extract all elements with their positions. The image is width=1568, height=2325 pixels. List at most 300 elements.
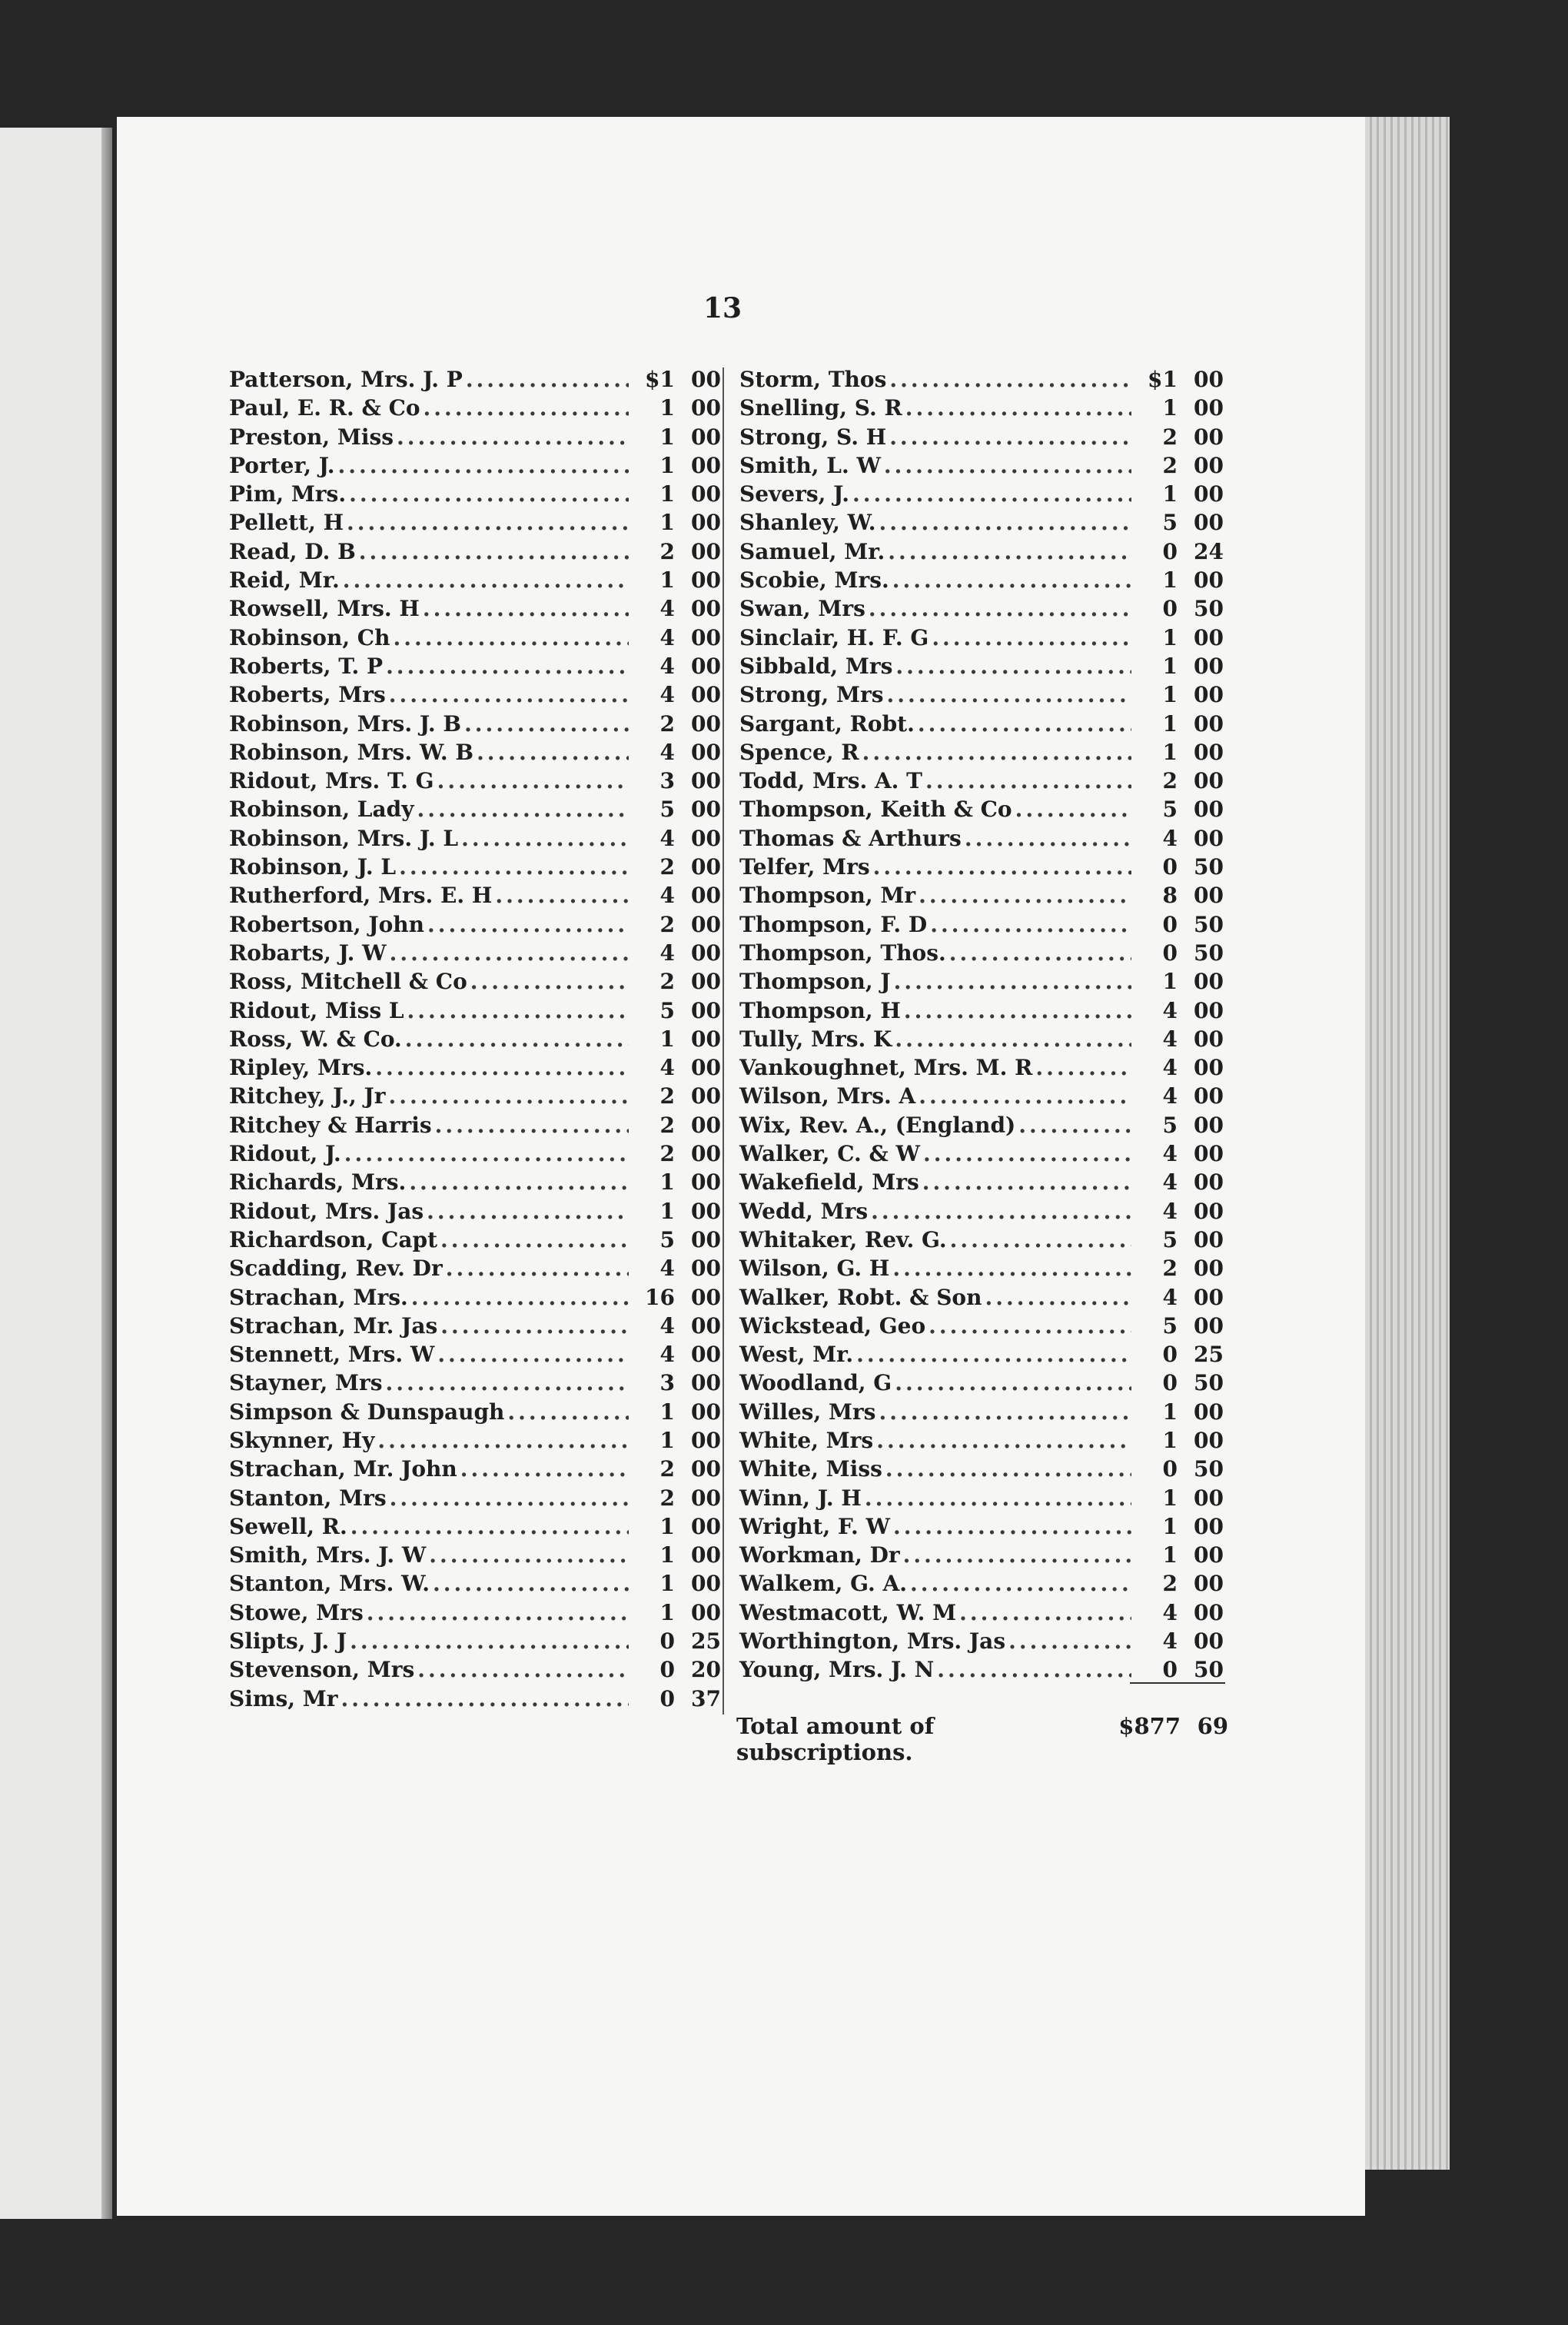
subscriber-name: Snelling, S. R <box>739 395 902 421</box>
amount-cents: 00 <box>1194 797 1224 823</box>
subscriber-name: Robinson, Ch <box>229 624 390 650</box>
amount-cents: 00 <box>1194 1485 1224 1511</box>
amount-cents: 00 <box>691 1485 721 1511</box>
subscriber-row <box>229 939 721 967</box>
subscriber-row <box>229 1254 721 1282</box>
dot-leader <box>930 910 1131 939</box>
subscriber-row <box>229 508 721 537</box>
amount-dollars: 2 <box>659 538 675 564</box>
subscriber-row <box>739 1569 1224 1598</box>
dot-leader <box>950 1226 1131 1254</box>
dot-leader <box>925 767 1131 795</box>
dot-leader <box>885 1455 1131 1483</box>
amount-dollars: 0 <box>659 1657 675 1683</box>
amount-cents: 00 <box>691 1599 721 1625</box>
subscriber-name: Robinson, J. L <box>229 854 397 880</box>
dot-leader <box>429 1541 629 1569</box>
subscriber-name: Stowe, Mrs <box>229 1599 364 1625</box>
subscriber-row <box>739 423 1224 451</box>
amount-cents: 00 <box>691 1542 721 1568</box>
subscriber-name: Sims, Mr <box>229 1685 338 1711</box>
subscriber-row <box>229 1426 721 1455</box>
subscriber-name: Scobie, Mrs. <box>739 567 889 594</box>
amount-dollars: 5 <box>1162 1312 1178 1339</box>
dot-leader <box>349 480 629 508</box>
dot-leader <box>959 1598 1131 1627</box>
subscriber-row <box>229 1226 721 1254</box>
amount-cents: 00 <box>1194 481 1224 507</box>
amount-dollars: 8 <box>1162 883 1178 909</box>
subscriber-row <box>229 824 721 853</box>
subscriber-row <box>739 1541 1224 1569</box>
subscriber-row <box>229 1569 721 1598</box>
subscriber-name: Richardson, Capt <box>229 1226 438 1252</box>
subscriber-name: Robarts, J. W <box>229 940 387 966</box>
amount-dollars: 2 <box>659 1485 675 1511</box>
amount-dollars: 4 <box>659 940 675 966</box>
amount-dollars: 5 <box>659 1226 675 1252</box>
subscriber-name: Stennett, Mrs. W <box>229 1342 435 1368</box>
amount-cents: 00 <box>691 1226 721 1252</box>
amount-dollars: 1 <box>659 1198 675 1224</box>
amount-dollars: 1 <box>1162 481 1178 507</box>
subscriber-row <box>739 1283 1224 1312</box>
amount-dollars: 1 <box>659 1026 675 1052</box>
dot-leader <box>464 710 629 738</box>
dot-leader <box>889 423 1131 451</box>
dot-leader <box>390 939 629 967</box>
dot-leader <box>895 652 1131 680</box>
amount-dollars: 5 <box>1162 510 1178 536</box>
amount-dollars: 4 <box>1162 1083 1178 1109</box>
dot-leader <box>461 824 629 853</box>
amount-dollars: 4 <box>659 825 675 851</box>
amount-cents: 00 <box>691 1571 721 1597</box>
subscriber-row <box>229 1655 721 1684</box>
dot-leader <box>876 1426 1131 1455</box>
subscriber-name: Walker, Robt. & Son <box>739 1284 982 1310</box>
subscriber-name: Stanton, Mrs. W. <box>229 1571 430 1597</box>
amount-cents: 00 <box>1194 1256 1224 1282</box>
subscriber-row <box>229 767 721 795</box>
amount-dollars: 4 <box>1162 825 1178 851</box>
amount-cents: 00 <box>691 1055 721 1081</box>
amount-cents: 00 <box>691 710 721 737</box>
subscriber-name: Thompson, Thos. <box>739 940 946 966</box>
subscriber-row <box>739 1226 1224 1254</box>
dot-leader <box>437 767 629 795</box>
amount-dollars: 5 <box>659 997 675 1023</box>
subscriber-name: Spence, R <box>739 739 859 765</box>
amount-dollars: 1 <box>659 1599 675 1625</box>
amount-cents: 50 <box>1194 596 1224 622</box>
amount-cents: 00 <box>691 624 721 650</box>
dot-leader <box>923 1139 1131 1168</box>
amount-cents: 00 <box>1194 1571 1224 1597</box>
dot-leader <box>887 680 1131 709</box>
subscriber-row <box>229 1627 721 1655</box>
amount-cents: 00 <box>691 1256 721 1282</box>
dot-leader <box>338 451 629 480</box>
subscriber-row <box>229 1283 721 1312</box>
subscriber-name: Wix, Rev. A., (England) <box>739 1112 1016 1138</box>
subscriber-row <box>739 910 1224 939</box>
amount-dollars: 1 <box>659 567 675 594</box>
subscriber-name: Wakefield, Mrs <box>739 1169 919 1196</box>
amount-dollars: 1 <box>1162 969 1178 995</box>
subscriber-row <box>229 594 721 623</box>
subscriber-row <box>739 881 1224 910</box>
dot-leader <box>437 1340 629 1369</box>
amount-cents: 00 <box>1194 1513 1224 1539</box>
subscriber-name: Young, Mrs. J. N <box>739 1657 935 1683</box>
amount-dollars: 2 <box>1162 1571 1178 1597</box>
amount-cents: 00 <box>691 911 721 937</box>
dot-leader <box>347 508 629 537</box>
subscriber-name: Robinson, Mrs. W. B <box>229 739 474 765</box>
amount-cents: 00 <box>691 395 721 421</box>
amount-dollars: 4 <box>659 1256 675 1282</box>
dot-leader <box>884 451 1131 480</box>
amount-cents: 00 <box>1194 768 1224 794</box>
amount-dollars: 4 <box>659 1055 675 1081</box>
amount-cents: 00 <box>1194 825 1224 851</box>
dot-leader <box>495 881 629 910</box>
subscriber-name: Stanton, Mrs <box>229 1485 387 1511</box>
dot-leader <box>965 824 1131 853</box>
subscriber-row <box>229 566 721 594</box>
amount-cents: 00 <box>1194 997 1224 1023</box>
amount-cents: 50 <box>1194 1456 1224 1482</box>
amount-cents: 50 <box>1194 854 1224 880</box>
dot-leader <box>922 1168 1131 1196</box>
dot-leader <box>405 1025 629 1053</box>
amount-cents: 00 <box>1194 395 1224 421</box>
amount-dollars: 2 <box>1162 452 1178 478</box>
amount-cents: 00 <box>691 1456 721 1482</box>
amount-cents: 00 <box>1194 424 1224 450</box>
dot-leader <box>435 1111 629 1139</box>
subscriber-row <box>739 1512 1224 1541</box>
subscriber-name: Skynner, Hy <box>229 1427 375 1453</box>
dot-leader <box>937 1655 1131 1684</box>
amount-cents: 00 <box>691 682 721 708</box>
subscriber-row <box>739 1053 1224 1082</box>
dot-leader <box>427 910 629 939</box>
subscriber-row <box>229 365 721 394</box>
amount-dollars: 5 <box>1162 1112 1178 1138</box>
total-rule <box>1130 1682 1225 1684</box>
amount-dollars: 1 <box>1162 1399 1178 1425</box>
subscriber-name: Walkem, G. A. <box>739 1571 908 1597</box>
dot-leader <box>910 1569 1131 1598</box>
subscriber-row <box>229 394 721 422</box>
amount-cents: 25 <box>691 1628 721 1655</box>
subscriber-row <box>229 1455 721 1483</box>
amount-dollars: 4 <box>659 624 675 650</box>
amount-cents: 00 <box>1194 1284 1224 1310</box>
subscriber-name: Ridout, Mrs. Jas <box>229 1198 424 1224</box>
dot-leader <box>1035 1053 1131 1082</box>
amount-dollars: 16 <box>645 1284 675 1310</box>
amount-dollars: 2 <box>659 710 675 737</box>
dot-leader <box>1015 795 1131 823</box>
amount-dollars: 0 <box>1162 596 1178 622</box>
amount-cents: 00 <box>1194 1112 1224 1138</box>
amount-cents: 00 <box>1194 1542 1224 1568</box>
amount-cents: 37 <box>691 1685 721 1711</box>
amount-dollars: 4 <box>1162 1198 1178 1224</box>
amount-dollars: 2 <box>659 1141 675 1167</box>
amount-dollars: $1 <box>645 367 675 392</box>
dot-leader <box>423 594 629 623</box>
dot-leader <box>440 1226 629 1254</box>
subscriber-row <box>229 624 721 652</box>
dot-leader <box>385 1369 629 1397</box>
subscriber-row <box>739 1168 1224 1196</box>
subscriber-row <box>739 451 1224 480</box>
amount-cents: 00 <box>1194 624 1224 650</box>
subscriber-name: Whitaker, Rev. G. <box>739 1226 947 1252</box>
subscriber-name: Storm, Thos <box>739 367 887 392</box>
amount-dollars: 2 <box>659 1112 675 1138</box>
dot-leader <box>985 1283 1131 1312</box>
dot-leader <box>879 1398 1131 1426</box>
subscriber-row <box>229 652 721 680</box>
amount-cents: 00 <box>1194 510 1224 536</box>
dot-leader <box>873 853 1131 881</box>
subscriber-row <box>229 1685 721 1713</box>
amount-cents: 00 <box>691 1399 721 1425</box>
amount-dollars: 1 <box>659 424 675 450</box>
subscriber-row <box>229 1168 721 1196</box>
subscriber-row <box>739 652 1224 680</box>
amount-dollars: 2 <box>659 969 675 995</box>
amount-cents: 00 <box>691 1112 721 1138</box>
total-label: Total amount of subscriptions. <box>736 1713 935 1765</box>
amount-cents: 00 <box>691 1427 721 1453</box>
subscription-list-right <box>739 365 1224 1685</box>
subscriber-name: Vankoughnet, Mrs. M. R <box>739 1055 1033 1081</box>
amount-dollars: 2 <box>1162 424 1178 450</box>
amount-dollars: 4 <box>1162 1055 1178 1081</box>
dot-leader <box>879 508 1131 537</box>
subscriber-name: Thompson, J <box>739 969 891 995</box>
amount-cents: 00 <box>691 1284 721 1310</box>
subscriber-row <box>739 1082 1224 1110</box>
amount-dollars: 1 <box>659 510 675 536</box>
subscriber-row <box>739 480 1224 508</box>
amount-dollars: 4 <box>1162 1141 1178 1167</box>
dot-leader <box>424 394 629 422</box>
subscriber-name: Richards, Mrs. <box>229 1169 407 1196</box>
subscriber-row <box>229 1082 721 1110</box>
subscriber-row <box>229 1340 721 1369</box>
subscriber-row <box>739 824 1224 853</box>
subscriber-row <box>739 537 1224 566</box>
dot-leader <box>862 738 1131 767</box>
dot-leader <box>446 1254 629 1282</box>
subscriber-name: Paul, E. R. & Co <box>229 395 420 421</box>
subscriber-row <box>739 365 1224 394</box>
dot-leader <box>1008 1627 1131 1655</box>
dot-leader <box>427 1197 629 1226</box>
amount-dollars: 0 <box>659 1628 675 1655</box>
subscriber-name: Telfer, Mrs <box>739 854 870 880</box>
subscriber-name: Thomas & Arthurs <box>739 825 962 851</box>
subscriber-name: Read, D. B <box>229 538 356 564</box>
subscriber-row <box>739 1627 1224 1655</box>
amount-cents: 00 <box>691 768 721 794</box>
subscriber-row <box>229 1111 721 1139</box>
dot-leader <box>888 537 1131 566</box>
subscriber-row <box>739 508 1224 537</box>
dot-leader <box>892 566 1131 594</box>
amount-cents: 25 <box>1194 1342 1224 1368</box>
dot-leader <box>1018 1111 1131 1139</box>
subscriber-row <box>739 738 1224 767</box>
amount-cents: 00 <box>1194 1083 1224 1109</box>
amount-dollars: 4 <box>659 883 675 909</box>
amount-cents: 00 <box>691 596 721 622</box>
amount-cents: 00 <box>691 940 721 966</box>
subscriber-name: Simpson & Dunspaugh <box>229 1399 505 1425</box>
amount-dollars: 1 <box>1162 710 1178 737</box>
subscriber-name: Wickstead, Geo <box>739 1312 926 1339</box>
subscriber-name: Robinson, Mrs. J. B <box>229 710 462 737</box>
subscriber-name: White, Mrs <box>739 1427 874 1453</box>
subscriber-name: Scadding, Rev. Dr <box>229 1256 443 1282</box>
dot-leader <box>359 537 629 566</box>
dot-leader <box>417 795 630 823</box>
amount-dollars: 4 <box>1162 997 1178 1023</box>
amount-cents: 00 <box>1194 739 1224 765</box>
subscriber-name: Todd, Mrs. A. T <box>739 768 923 794</box>
dot-leader <box>393 624 629 652</box>
dot-leader <box>903 1541 1131 1569</box>
amount-dollars: 5 <box>659 797 675 823</box>
amount-dollars: 5 <box>1162 797 1178 823</box>
subscriber-name: Winn, J. H <box>739 1485 862 1511</box>
dot-leader <box>350 1512 629 1541</box>
amount-dollars: 1 <box>1162 739 1178 765</box>
dot-leader <box>367 1598 629 1627</box>
subscriber-row <box>739 394 1224 422</box>
subscriber-row <box>229 1398 721 1426</box>
dot-leader <box>871 1197 1131 1226</box>
amount-cents: 00 <box>691 510 721 536</box>
subscriber-row <box>739 1398 1224 1426</box>
dot-leader <box>397 423 629 451</box>
subscriber-row <box>739 594 1224 623</box>
dot-leader <box>470 967 629 996</box>
subscriber-name: Strachan, Mr. Jas <box>229 1312 438 1339</box>
amount-cents: 00 <box>1194 883 1224 909</box>
subscriber-row <box>739 1598 1224 1627</box>
dot-leader <box>390 1484 629 1512</box>
dot-leader <box>932 624 1131 652</box>
subscriber-name: Shanley, W. <box>739 510 876 536</box>
amount-dollars: 4 <box>659 596 675 622</box>
amount-dollars: 0 <box>1162 1370 1178 1396</box>
amount-cents: 00 <box>691 1169 721 1196</box>
subscriber-row <box>229 1512 721 1541</box>
subscriber-name: West, Mr. <box>739 1342 854 1368</box>
amount-cents: 00 <box>1194 1198 1224 1224</box>
amount-dollars: 1 <box>659 1399 675 1425</box>
amount-cents: 00 <box>691 1312 721 1339</box>
subscriber-row <box>739 1340 1224 1369</box>
subscriber-row <box>739 1484 1224 1512</box>
subscriber-row <box>739 680 1224 709</box>
amount-cents: 00 <box>1194 1169 1224 1196</box>
amount-dollars: 2 <box>1162 1256 1178 1282</box>
subscriber-row <box>739 1197 1224 1226</box>
amount-dollars: 4 <box>659 739 675 765</box>
subscriber-name: Tully, Mrs. K <box>739 1026 892 1052</box>
subscriber-row <box>229 1312 721 1340</box>
subscriber-name: Strachan, Mrs. <box>229 1284 408 1310</box>
dot-leader <box>460 1455 629 1483</box>
dot-leader <box>440 1312 629 1340</box>
subscriber-row <box>739 1655 1224 1684</box>
amount-dollars: 2 <box>659 911 675 937</box>
dot-leader <box>856 1340 1131 1369</box>
subscriber-row <box>229 996 721 1025</box>
subscriber-name: Sinclair, H. F. G <box>739 624 929 650</box>
dot-leader <box>918 710 1131 738</box>
amount-dollars: 2 <box>1162 768 1178 794</box>
subscriber-name: Preston, Miss <box>229 424 394 450</box>
amount-dollars: 1 <box>1162 682 1178 708</box>
subscriber-name: Ridout, J. <box>229 1141 341 1167</box>
amount-dollars: $1 <box>1148 367 1178 392</box>
subscriber-name: Stayner, Mrs <box>229 1370 383 1396</box>
dot-leader <box>433 1569 629 1598</box>
amount-cents: 00 <box>691 367 721 392</box>
amount-cents: 00 <box>1194 1055 1224 1081</box>
dot-leader <box>949 939 1131 967</box>
subscriber-row <box>739 624 1224 652</box>
subscriber-row <box>229 1025 721 1053</box>
subscriber-row <box>739 767 1224 795</box>
subscriber-row <box>229 1369 721 1397</box>
amount-cents: 00 <box>691 1198 721 1224</box>
dot-leader <box>388 1082 629 1110</box>
dot-leader <box>477 738 629 767</box>
subscriber-name: Severs, J. <box>739 481 849 507</box>
subscriber-row <box>739 1455 1224 1483</box>
subscriber-row <box>229 480 721 508</box>
subscriber-row <box>229 853 721 881</box>
subscriber-row <box>229 423 721 451</box>
dot-leader <box>343 566 629 594</box>
subscriber-row <box>229 1197 721 1226</box>
subscriber-name: Workman, Dr <box>739 1542 900 1568</box>
dot-leader <box>375 1053 629 1082</box>
subscriber-row <box>229 1598 721 1627</box>
subscriber-name: Wilson, Mrs. A <box>739 1083 916 1109</box>
amount-cents: 00 <box>691 883 721 909</box>
dot-leader <box>344 1139 629 1168</box>
amount-cents: 00 <box>1194 710 1224 737</box>
subscriber-row <box>739 1369 1224 1397</box>
subscriber-name: Ridout, Mrs. T. G <box>229 768 434 794</box>
dot-leader <box>929 1312 1131 1340</box>
amount-cents: 00 <box>1194 1141 1224 1167</box>
subscriber-row <box>229 910 721 939</box>
subscriber-row <box>739 710 1224 738</box>
